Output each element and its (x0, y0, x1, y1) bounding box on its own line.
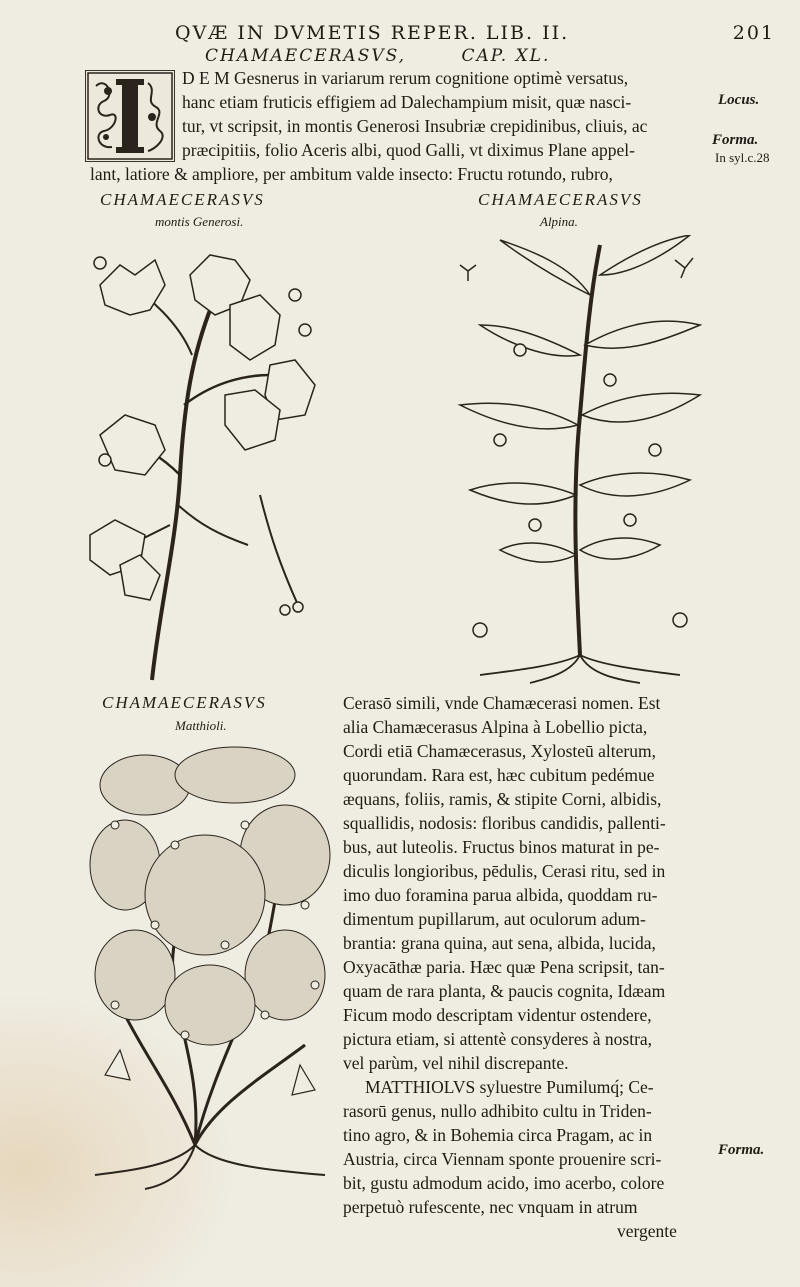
running-head-title: QVÆ IN DVMETIS REPER. LIB. II. (175, 22, 570, 44)
chapter-title: CHAMAECERASVS, (205, 46, 407, 66)
intro-line: tur, vt scripsit, in montis Generosi Insubriæ crepidinibus, cliuis, ac (182, 116, 648, 136)
intro-line: præcipitiis, folio Aceris albi, quod Galli, vt diximus Plane appel- (182, 140, 635, 160)
plant-illustration-matthioli-icon (85, 745, 340, 1190)
column-line: perpetuò rufescente, nec vnquam in atrum (343, 1197, 638, 1217)
column-line: bus, aut luteolis. Fructus binos maturat in pe- (343, 837, 660, 857)
plate-subcaption: Matthioli. (175, 718, 227, 733)
margin-note-forma: Forma. (712, 132, 759, 148)
column-line: pictura etiam, si attentè consyderes à nostra, (343, 1029, 653, 1049)
plant-illustration-alpina-icon (440, 235, 710, 685)
column-line: squallidis, nodosis: floribus candidis, pallenti- (343, 813, 666, 833)
column-line: æquans, foliis, ramis, & stipite Corni, albidis, (343, 789, 662, 809)
margin-note-insyl: In syl.c.28 (715, 150, 770, 165)
column-line: Austria, circa Viennam sponte prouenire scri- (343, 1149, 662, 1169)
column-line: imo duo foramina parua albida, quoddam ru- (343, 885, 658, 905)
column-line: tino agro, & in Bohemia circa Pragam, ac in (343, 1125, 653, 1145)
margin-note-locus: Locus. (718, 92, 760, 108)
column-line: vel parùm, vel nihil discrepante. (343, 1053, 569, 1073)
margin-note-forma: Forma. (718, 1142, 765, 1158)
plant-illustration-generosi-icon (80, 245, 340, 685)
column-line: rasorū genus, nullo adhibito cultu in Triden- (343, 1101, 652, 1121)
column-line: Oxyacāthæ paria. Hæc quæ Pena scripsit, tan- (343, 957, 665, 977)
column-line: vergente (617, 1221, 677, 1241)
plate-subcaption: Alpina. (540, 214, 578, 229)
page-number: 201 (732, 22, 775, 44)
plate-caption: CHAMAECERASVS (478, 190, 643, 209)
column-line: Cordi etiā Chamæcerasus, Xylosteū alterum, (343, 741, 656, 761)
plate-subcaption: montis Generosi. (155, 214, 244, 229)
intro-line: lant, latiore & ampliore, per ambitum valde insecto: Fructu rotundo, rubro, (90, 164, 613, 184)
column-line: dimentum pupillarum, aut oculorum adum- (343, 909, 646, 929)
plate-caption: CHAMAECERASVS (100, 190, 265, 209)
column-line: brantia: grana quina, aut sena, albida, lucida, (343, 933, 656, 953)
column-line: bit, gustu admodum acido, imo acerbo, colore (343, 1173, 665, 1193)
column-line: alia Chamæcerasus Alpina à Lobellio picta, (343, 717, 648, 737)
decorated-initial-icon (85, 70, 175, 162)
intro-line: hanc etiam fruticis effigiem ad Dalechampium misit, quæ nasci- (182, 92, 632, 112)
running-head (175, 22, 775, 48)
column-line: quorundam. Rara est, hæc cubitum pedémue (343, 765, 655, 785)
plate-caption: CHAMAECERASVS (102, 693, 267, 712)
column-line: Cerasō simili, vnde Chamæcerasi nomen. Est (343, 693, 661, 713)
column-line: MATTHIOLVS syluestre Pumilumq́; Ce- (365, 1077, 654, 1097)
chapter-heading (205, 46, 550, 66)
column-line: quam de rara planta, & paucis cognita, Idæam (343, 981, 666, 1001)
column-line: diculis longioribus, pēdulis, Cerasi ritu, sed in (343, 861, 666, 881)
chapter-number: CAP. XL. (461, 46, 551, 66)
column-line: Ficum modo descriptam videntur ostendere, (343, 1005, 652, 1025)
intro-line: D E M Gesnerus in variarum rerum cognitione optimè versatus, (182, 68, 629, 88)
